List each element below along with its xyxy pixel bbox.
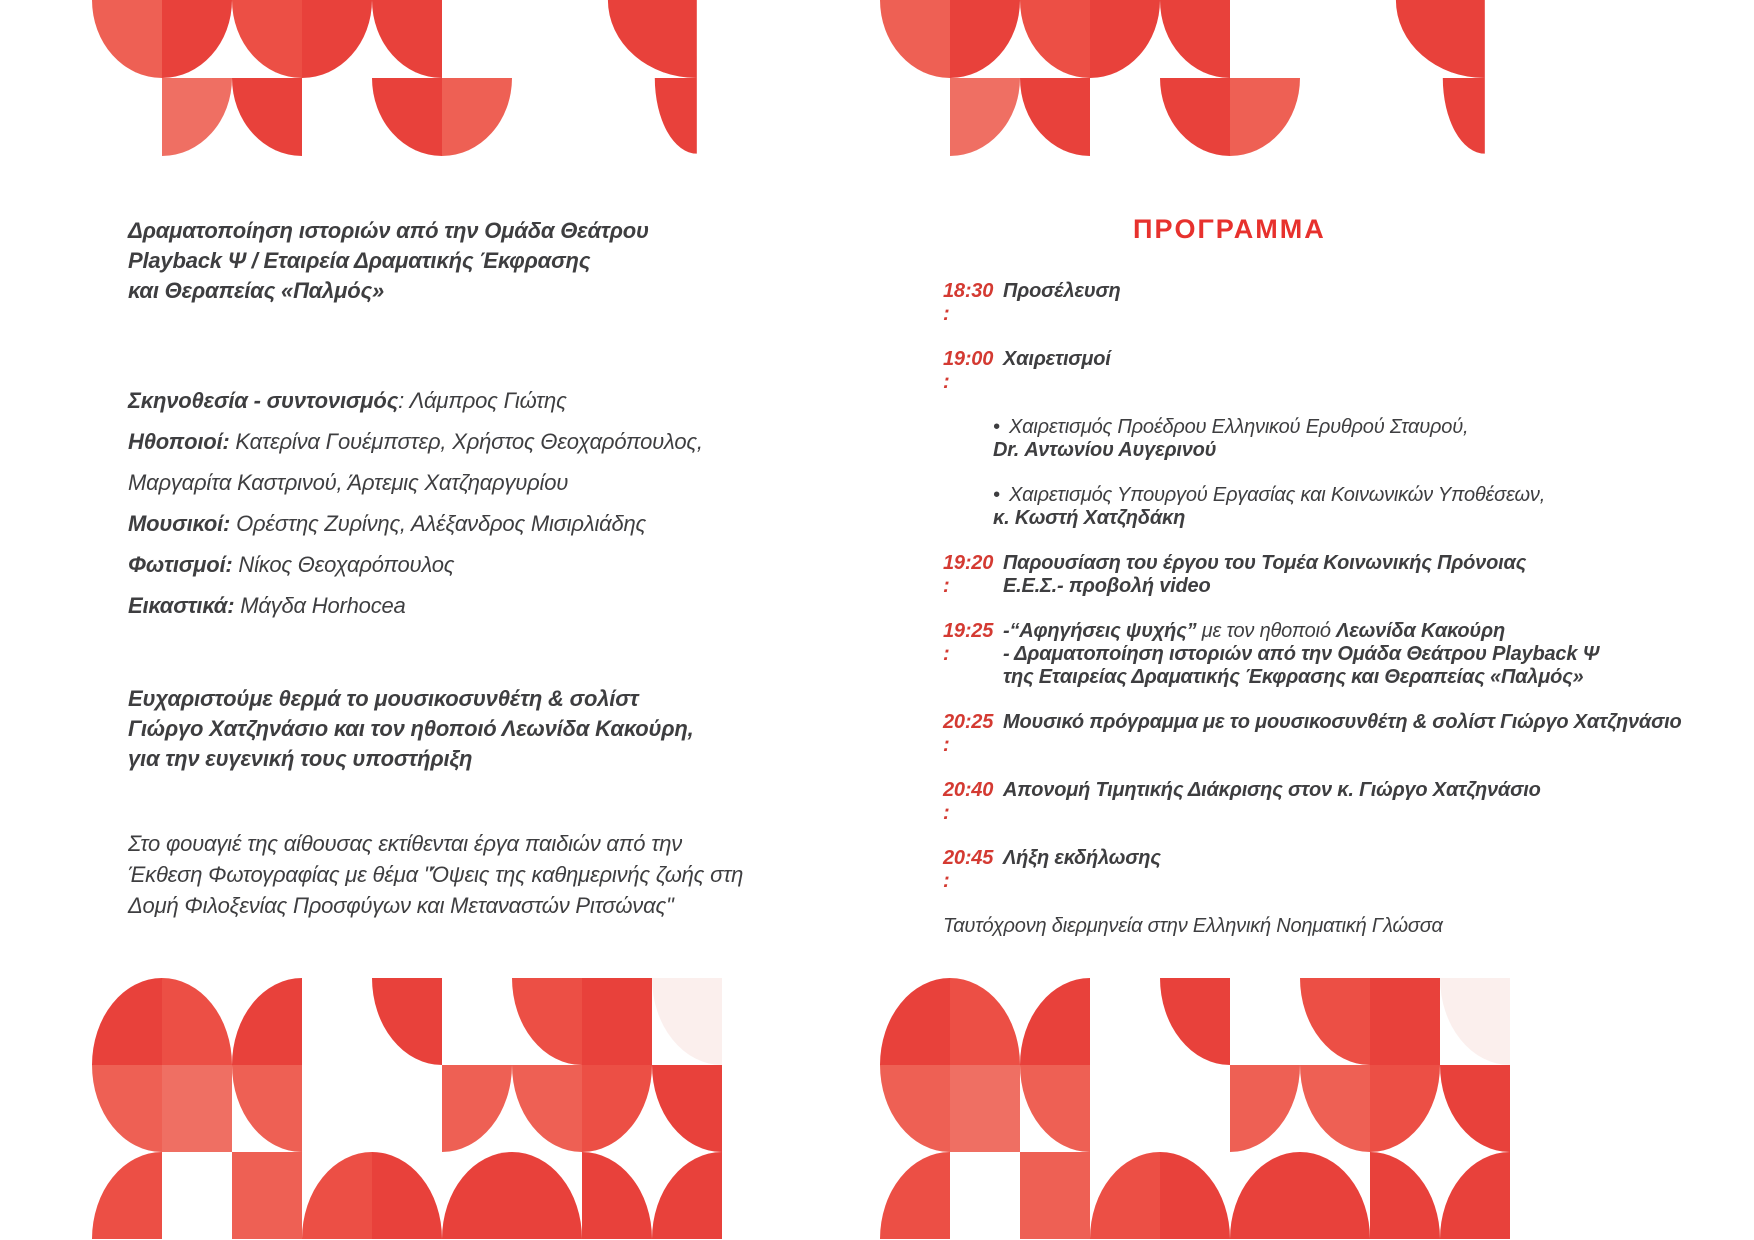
text-segment: Δομή Φιλοξενίας Προσφύγων και Μεταναστών Ριτσώνας" [128,893,674,918]
text-segment: Playback Ψ / Εταιρεία Δραματικής Έκφρασης [128,248,591,273]
text-line [128,714,728,744]
text-segment: Στο φουαγιέ της αίθουσας εκτίθενται έργα παιδιών από την [128,831,683,856]
schedule-text [1003,620,1703,689]
text-line [128,744,728,774]
text-segment: με τον ηθοποιό [1196,620,1337,642]
text-line [1003,711,1703,734]
schedule-time: 20:40 : [943,779,994,824]
text-segment: Προσέλευση [1003,280,1121,302]
bullet-icon: • [993,484,1000,506]
schedule-text [993,416,1703,462]
schedule-item [943,779,1703,825]
schedule-text [1003,847,1703,893]
text-line [1003,575,1703,598]
text-segment: Χαιρετισμός Υπουργού Εργασίας και Κοινωνικών Υποθέσεων, [1009,484,1546,506]
text-segment: Φωτισμοί: [128,552,233,577]
text-line [128,276,728,306]
text-segment: Μάγδα Horhocea [234,593,406,618]
text-line [1003,666,1703,689]
intro-paragraph [128,216,728,306]
text-segment: - Δραματοποίηση ιστοριών από την Ομάδα Θεάτρου Playback Ψ [1003,643,1599,665]
program-title: ΠΡΟΓΡΑΜΜΑ [1133,214,1326,244]
text-segment: : Λάμπρος Γιώτης [398,388,567,413]
text-segment: Χαιρετισμοί [1003,348,1111,370]
schedule-text [1003,348,1703,394]
text-line [128,503,728,544]
schedule-time: 20:45 : [943,847,994,892]
schedule-list [943,280,1703,960]
schedule-note [943,915,1703,938]
text-line [1003,847,1703,870]
text-line [993,484,1703,507]
text-segment: Μουσικοί: [128,511,231,536]
text-line [128,380,728,421]
text-segment: κ. Κωστή Χατζηδάκη [993,507,1186,529]
text-segment: Γιώργο Χατζηνάσιο και τον ηθοποιό Λεωνίδα Κακούρη, [128,716,694,741]
schedule-time: 18:30 : [943,280,994,325]
text-line [128,890,728,921]
schedule-time: 19:20 : [943,552,994,597]
text-line [128,859,744,890]
thanks-paragraph [128,684,728,774]
schedule-text [993,484,1703,530]
schedule-text [943,915,1703,938]
text-line [993,507,1703,530]
schedule-time: 20:25 : [943,711,994,756]
text-line [1003,779,1703,802]
text-line [943,915,1703,938]
text-line [128,246,728,276]
text-segment: Λεωνίδα Κακούρη [1336,620,1505,642]
text-segment: Έκθεση Φωτογραφίας με θέμα "Όψεις της καθημερινής ζωής στη [128,862,744,887]
schedule-item [943,847,1703,893]
text-line [128,828,728,859]
text-segment: Κατερίνα Γουέμπστερ, Χρήστος Θεοχαρόπουλος, [229,429,703,454]
schedule-item [943,552,1703,598]
text-segment: Ταυτόχρονη διερμηνεία στην Ελληνική Νοηματική Γλώσσα [943,915,1443,937]
page-right [877,0,1754,1240]
text-segment: Παρουσίαση του έργου του Τομέα Κοινωνικής Πρόνοιας [1003,552,1527,574]
text-segment: για την ευγενική τους υποστήριξη [128,746,473,771]
text-segment: Μαργαρίτα Καστρινού, Άρτεμις Χατζηαργυρίου [128,470,569,495]
text-line [993,416,1703,439]
text-segment: Dr. Αντωνίου Αυγερινού [993,439,1217,461]
text-line [993,439,1703,462]
text-segment: Ευχαριστούμε θερμά το μουσικοσυνθέτη & σολίστ [128,686,639,711]
schedule-subitem [943,416,1703,462]
text-line [128,544,728,585]
text-segment: της Εταιρείας Δραματικής Έκφρασης και Θεραπείας «Παλμός» [1003,666,1584,688]
text-segment: Νίκος Θεοχαρόπουλος [232,552,455,577]
text-segment: και Θεραπείας «Παλμός» [128,278,385,303]
text-line [1003,348,1703,371]
exhibition-note [128,828,744,921]
text-line [128,684,728,714]
text-segment: Ε.Ε.Σ.- προβολή video [1003,575,1211,597]
text-segment: -“Αφηγήσεις ψυχής” [1003,620,1197,642]
bullet-icon: • [993,416,1000,438]
text-line [128,585,728,626]
text-line [1003,643,1703,666]
schedule-item [943,620,1703,689]
schedule-time: 19:00 : [943,348,994,393]
schedule-item [943,280,1703,326]
schedule-item [943,711,1703,757]
text-line [128,421,728,462]
schedule-text [1003,280,1703,326]
text-segment: Δραματοποίηση ιστοριών από την Ομάδα Θεάτρου [128,218,649,243]
text-segment: Εικαστικά: [128,593,235,618]
text-line [1003,552,1703,575]
text-line [1003,280,1703,303]
schedule-item [943,348,1703,394]
text-line [128,216,728,246]
text-segment: Λήξη εκδήλωσης [1003,847,1161,869]
schedule-time: 19:25 : [943,620,994,665]
text-segment: Απονομή Τιμητικής Διάκρισης στον κ. Γιώργο Χατζηνάσιο [1003,779,1541,801]
text-line [128,462,728,503]
schedule-text [1003,552,1703,598]
text-segment: Ορέστης Ζυρίνης, Αλέξανδρος Μισιρλιάδης [230,511,647,536]
text-segment: Σκηνοθεσία - συντονισμός [128,388,399,413]
credits-list [128,380,728,626]
schedule-text [1003,711,1703,757]
text-segment: Μουσικό πρόγραμμα με το μουσικοσυνθέτη & σολίστ Γιώργο Χατζηνάσιο [1003,711,1682,733]
text-segment: Ηθοποιοί: [128,429,230,454]
schedule-subitem [943,484,1703,530]
text-line [1003,620,1703,643]
schedule-text [1003,779,1703,825]
text-segment: Χαιρετισμός Προέδρου Ελληνικού Ερυθρού Σταυρού, [1009,416,1469,438]
